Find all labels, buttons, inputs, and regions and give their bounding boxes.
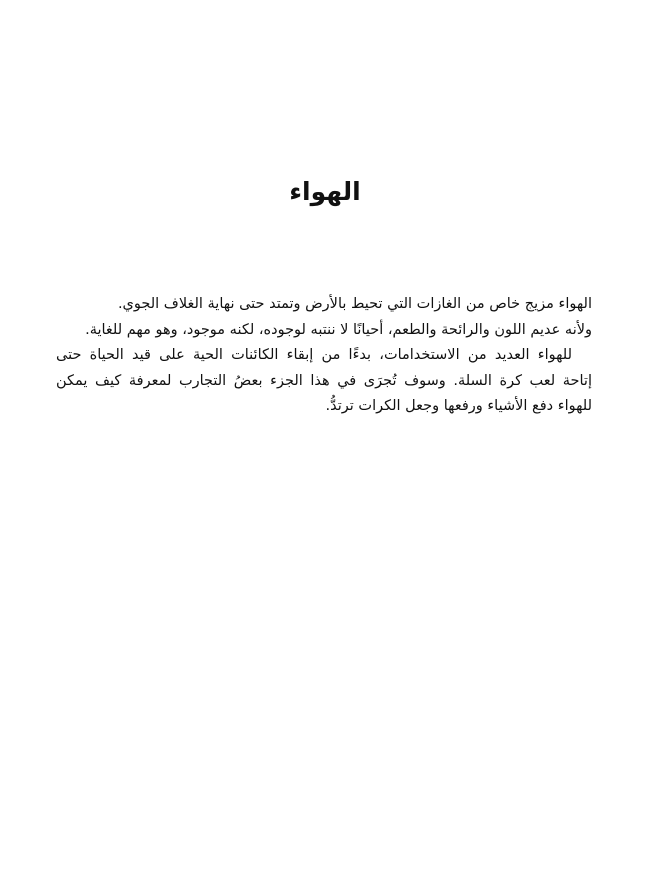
paragraph-2-line-2: إتاحة لعب كرة السلة. وسوف تُجرَى في هذا الجزء بعضُ التجارب لمعرفة كيف يمكن — [56, 372, 592, 389]
body-text — [56, 292, 592, 420]
paragraph-2-line-1: للهواء العديد من الاستخدامات، بدءًا من إبقاء الكائنات الحية على قيد الحياة حتى — [56, 347, 572, 363]
paragraph-1-line-2: ولأنه عديم اللون والرائحة والطعم، أحيانًا لا ننتبه لوجوده، لكنه موجود، وهو مهم للغاية. — [85, 321, 592, 338]
paragraph-1 — [56, 292, 592, 343]
page-title: الهواء — [289, 177, 361, 206]
paragraph-1-line-1: الهواء مزيج خاص من الغازات التي تحيط بالأرض وتمتد حتى نهاية الغلاف الجوي. — [117, 296, 592, 312]
paragraph-2 — [56, 343, 592, 420]
paragraph-2-line-3: للهواء دفع الأشياء ورفعها وجعل الكرات ترتدُّ. — [325, 398, 592, 414]
